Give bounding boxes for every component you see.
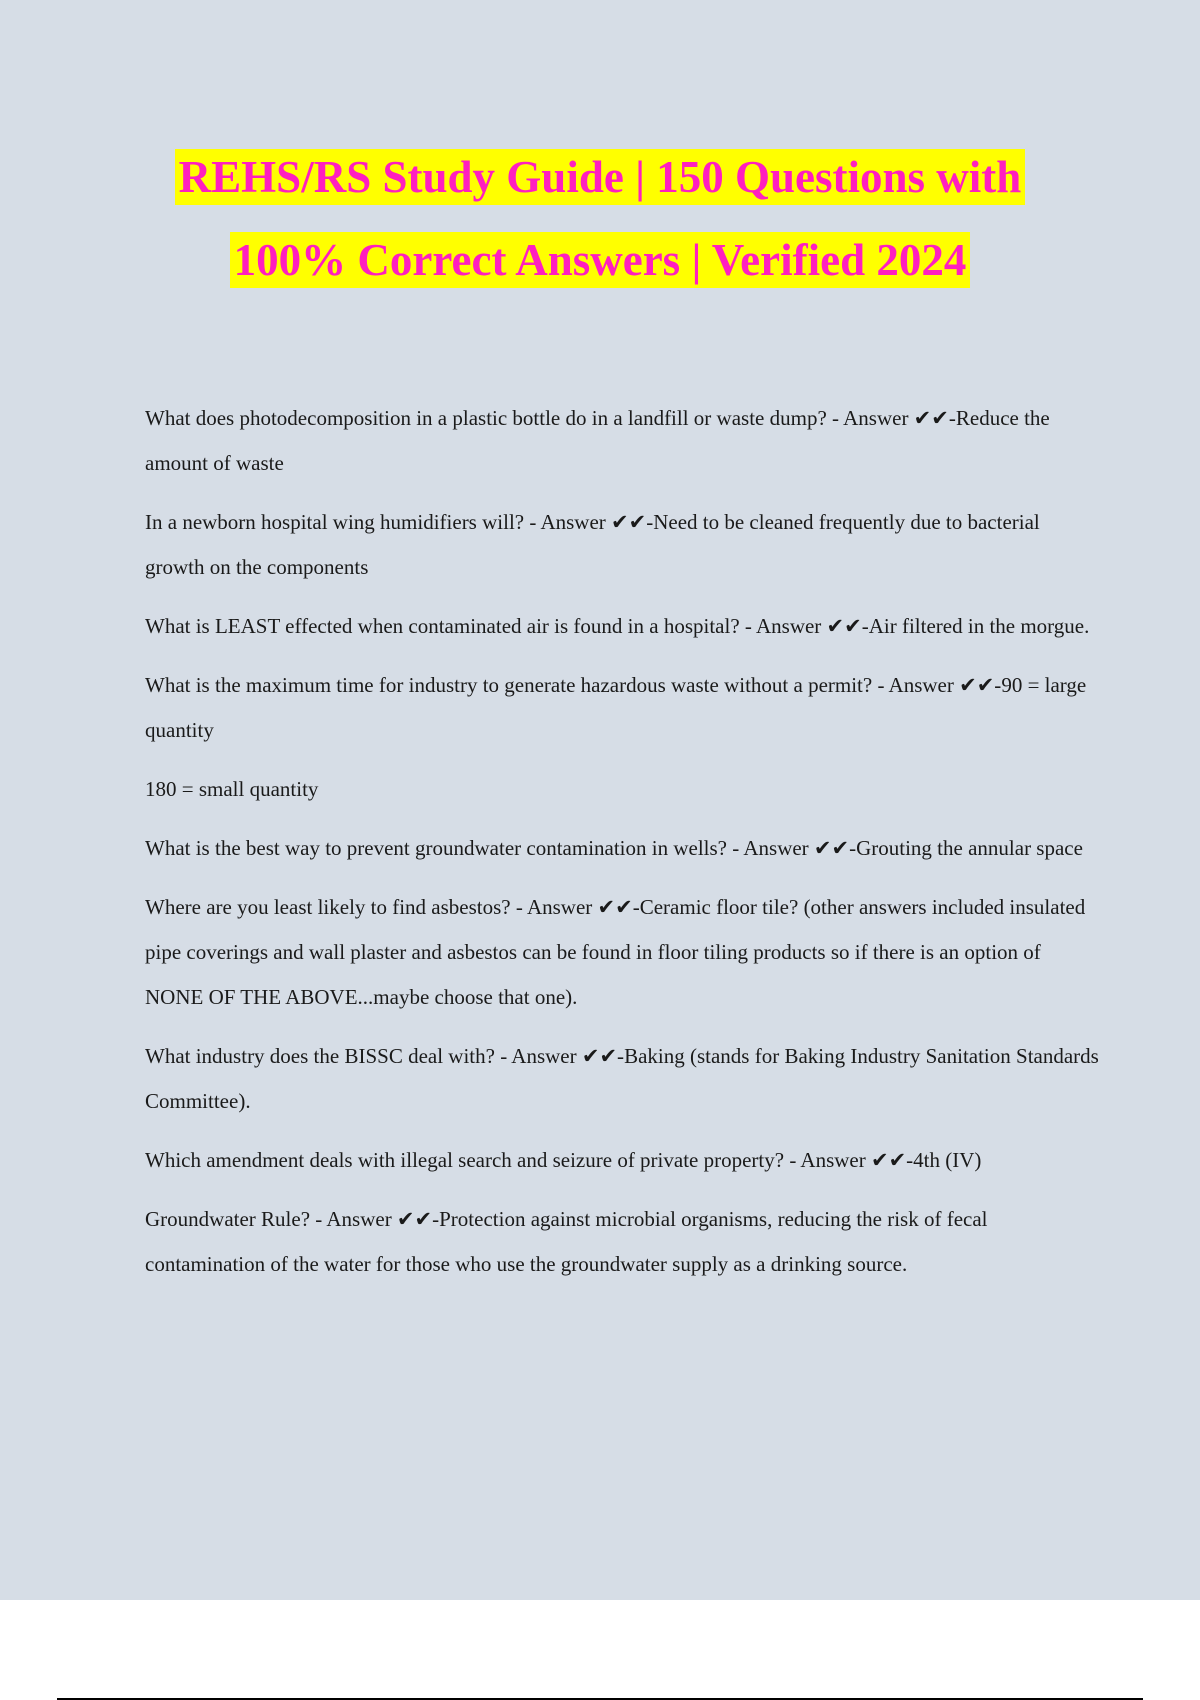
qa-question: What is the maximum time for industry to generate hazardous waste without a permit? — [145, 673, 873, 697]
qa-list — [145, 396, 1100, 1301]
qa-answer: 90 = large quantity — [145, 673, 1087, 742]
qa-question: What is LEAST effected when contaminated air is found in a hospital? — [145, 614, 740, 638]
qa-item — [145, 1034, 1100, 1124]
qa-item — [145, 885, 1100, 1020]
answer-marker: - Answer ✔✔- — [732, 836, 857, 860]
qa-item — [145, 767, 1100, 812]
qa-item — [145, 604, 1100, 649]
answer-marker: - Answer ✔✔- — [832, 406, 956, 430]
qa-item — [145, 1197, 1100, 1287]
title-line-2: 100% Correct Answers | Verified 2024 — [230, 232, 971, 288]
qa-answer: Baking (stands for Baking Industry Sanitation Standards Committee). — [145, 1044, 1099, 1113]
answer-marker: - Answer ✔✔- — [877, 673, 1002, 697]
qa-question: In a newborn hospital wing humidifiers will? — [145, 510, 525, 534]
qa-answer: Ceramic floor tile? (other answers included insulated pipe coverings and wall plaster and asbestos can be found in floor tiling products so if there is an option of NONE OF THE ABOVE...maybe choose that one). — [145, 895, 1086, 1009]
answer-marker: - Answer ✔✔- — [789, 1148, 914, 1172]
qa-answer: Need to be cleaned frequently due to bacterial growth on the components — [145, 510, 1040, 579]
answer-marker: - Answer ✔✔- — [315, 1207, 440, 1231]
qa-question: What is the best way to prevent groundwater contamination in wells? — [145, 836, 728, 860]
qa-answer: Protection against microbial organisms, reducing the risk of fecal contamination of the water for those who use the groundwater supply as a drinking source. — [145, 1207, 988, 1276]
qa-item — [145, 1138, 1100, 1183]
qa-answer: 4th (IV) — [913, 1148, 982, 1172]
qa-item — [145, 826, 1100, 871]
qa-item — [145, 396, 1100, 486]
answer-marker: - Answer ✔✔- — [529, 510, 654, 534]
page-bottom-margin — [0, 1600, 1200, 1700]
qa-answer: Air filtered in the morgue. — [868, 614, 1090, 638]
title-line-1: REHS/RS Study Guide | 150 Questions with — [175, 149, 1026, 205]
qa-question: Which amendment deals with illegal search and seizure of private property? — [145, 1148, 785, 1172]
qa-item — [145, 663, 1100, 753]
document-title — [0, 136, 1200, 302]
qa-answer: Reduce the amount of waste — [145, 406, 1050, 475]
answer-marker: - Answer ✔✔- — [515, 895, 640, 919]
qa-answer: 180 = small quantity — [145, 777, 319, 801]
qa-question: Groundwater Rule? — [145, 1207, 311, 1231]
answer-marker: - Answer ✔✔- — [744, 614, 869, 638]
qa-question: What does photodecomposition in a plastic bottle do in a landfill or waste dump? — [145, 406, 827, 430]
qa-question: What industry does the BISSC deal with? — [145, 1044, 495, 1068]
qa-answer: Grouting the annular space — [856, 836, 1083, 860]
answer-marker: - Answer ✔✔- — [500, 1044, 625, 1068]
qa-question: Where are you least likely to find asbestos? — [145, 895, 511, 919]
qa-item — [145, 500, 1100, 590]
